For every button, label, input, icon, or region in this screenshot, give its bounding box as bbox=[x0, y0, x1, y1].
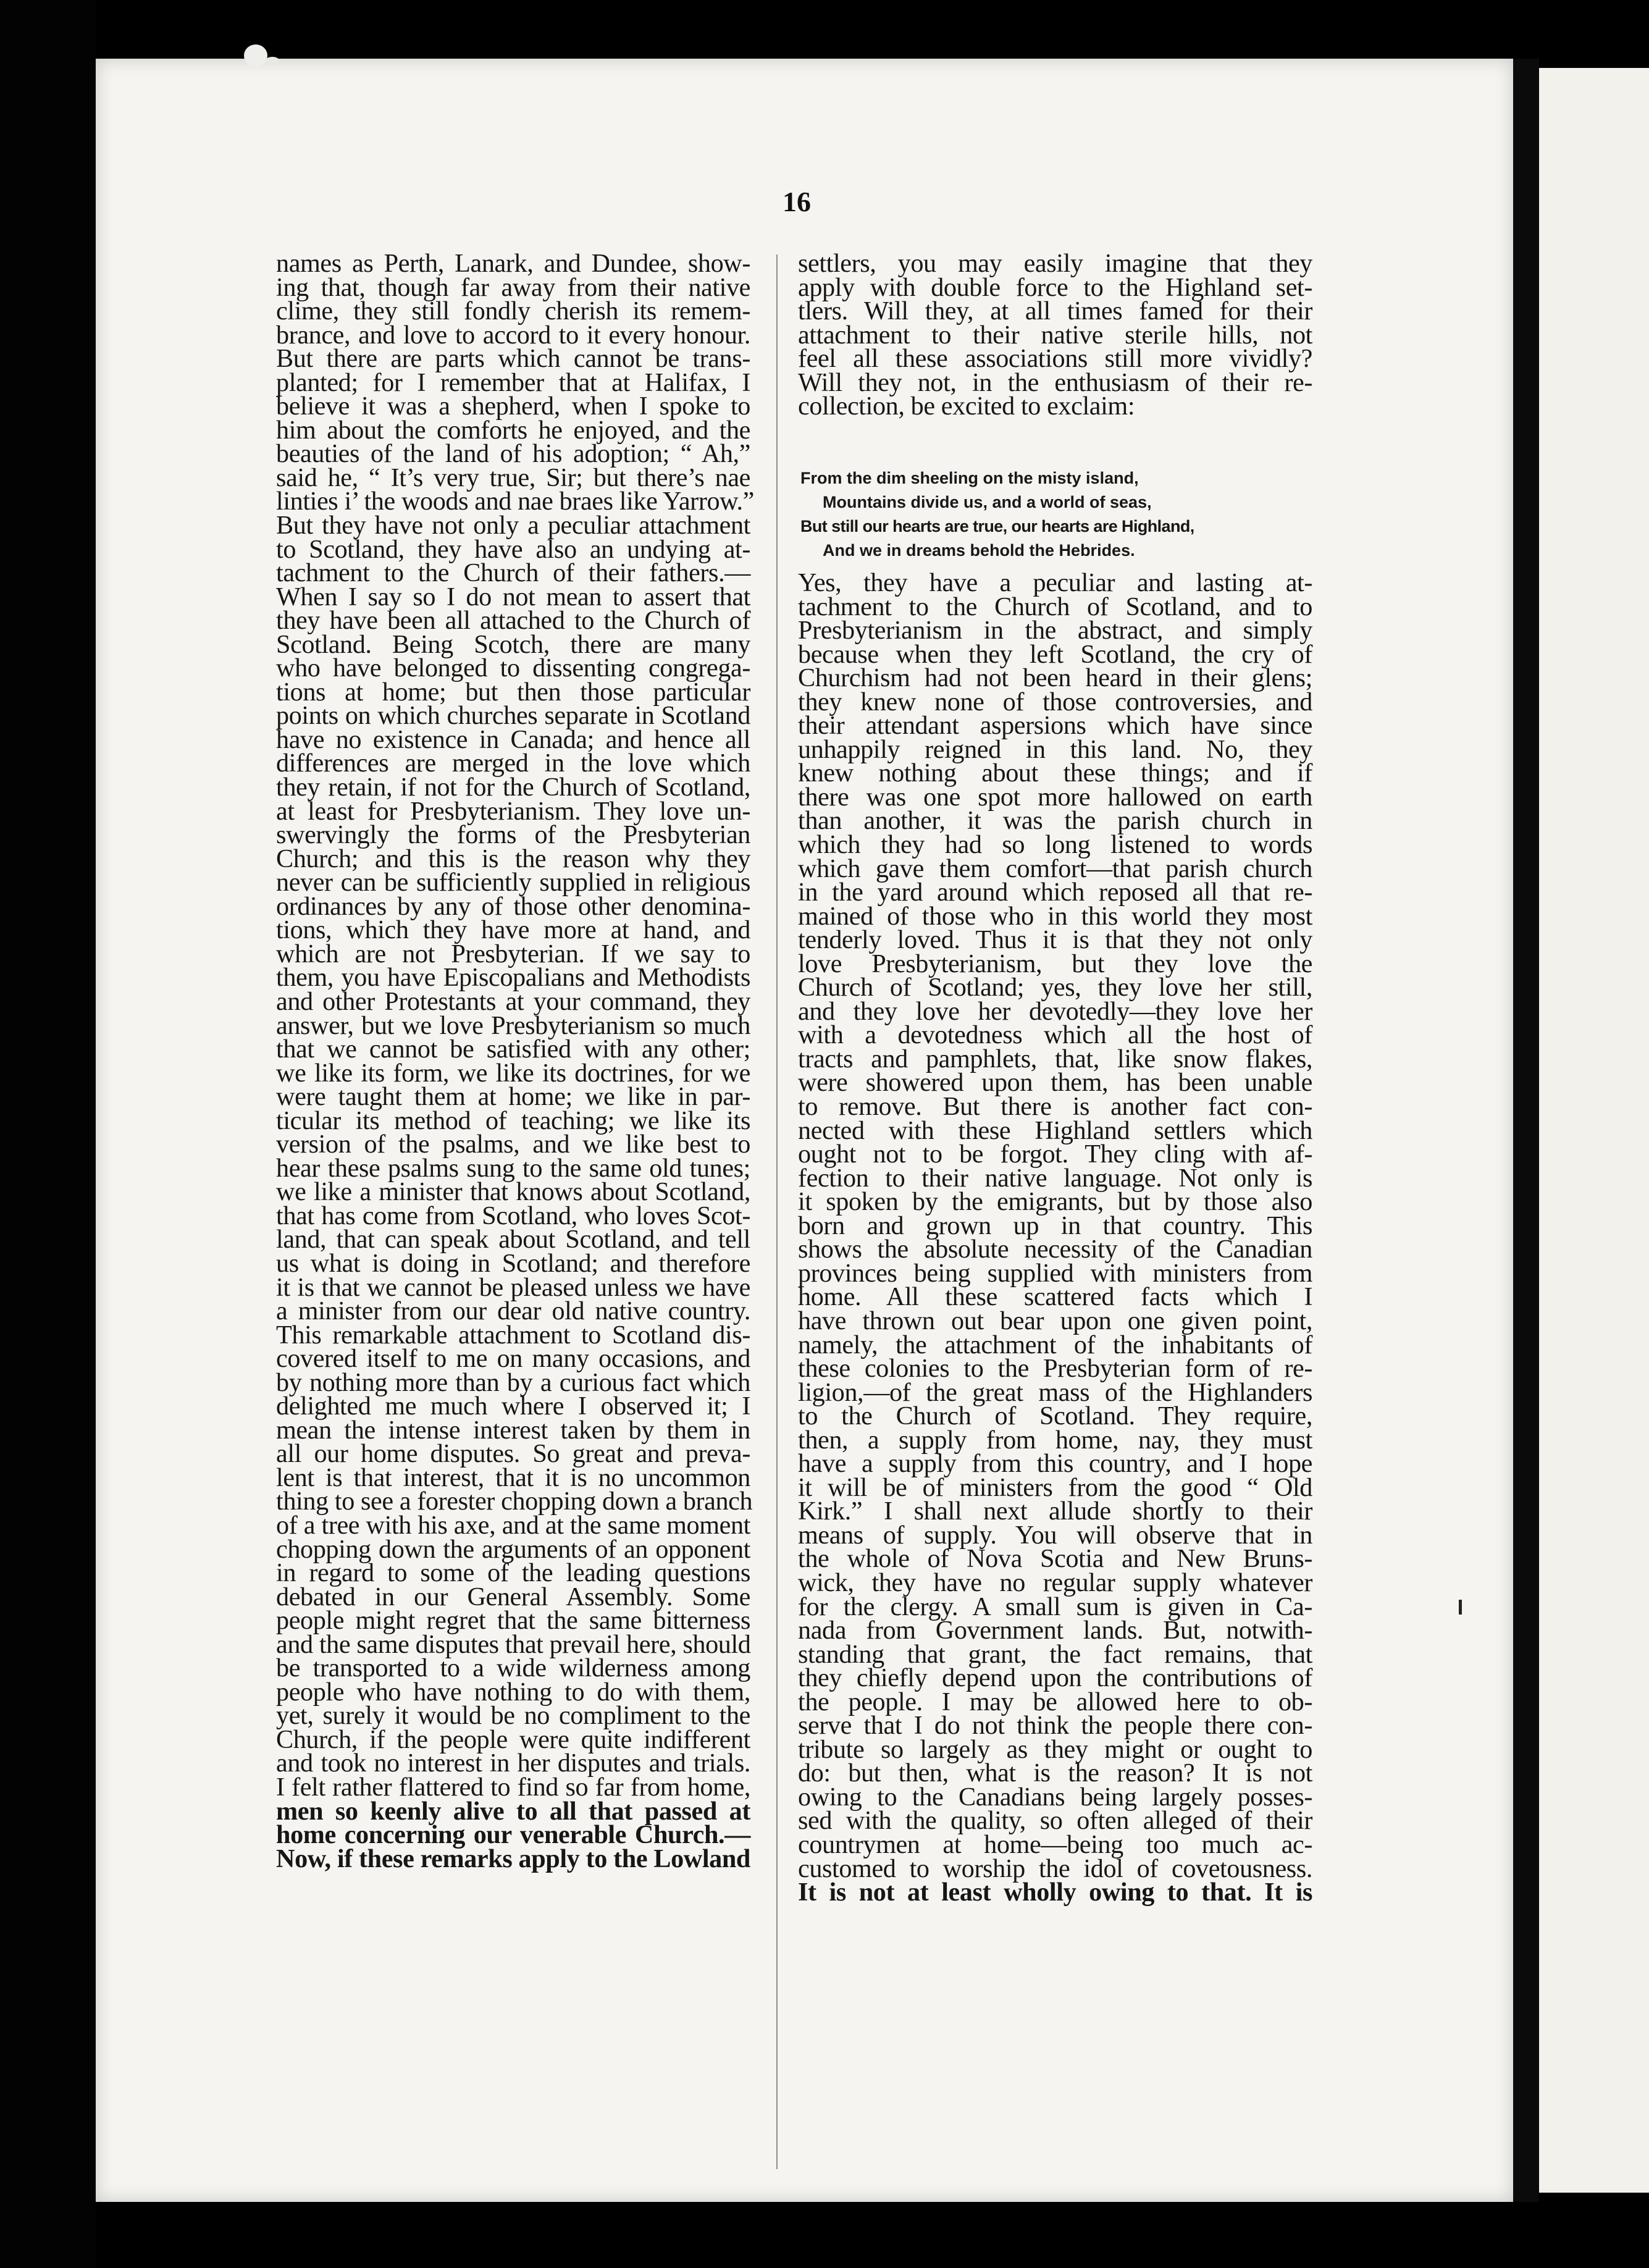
verse-line: Mountains divide us, and a world of seas, bbox=[823, 493, 1152, 511]
text-line: provinces being supplied with ministers from bbox=[798, 1258, 1312, 1288]
text-line: Church, if the people were quite indifferent bbox=[276, 1724, 750, 1754]
text-line: means of supply. You will observe that in bbox=[798, 1520, 1312, 1550]
text-line: of a tree with his axe, and at the same moment bbox=[276, 1510, 750, 1540]
text-line: attachment to their native sterile hills, not bbox=[798, 320, 1312, 350]
text-line: countrymen at home—being too much ac- bbox=[798, 1829, 1312, 1859]
text-line: feel all these associations still more vividly? bbox=[798, 344, 1312, 374]
text-line: the people. I may be allowed here to ob- bbox=[798, 1687, 1312, 1716]
text-line: hear these psalms sung to the same old tunes; bbox=[276, 1153, 750, 1183]
text-line: settlers, you may easily imagine that they bbox=[798, 249, 1312, 278]
text-line: who have belonged to dissenting congrega- bbox=[276, 653, 750, 683]
text-line: to Scotland, they have also an undying at- bbox=[276, 534, 750, 564]
text-line: with a devotedness which all the host of bbox=[798, 1020, 1312, 1050]
column-divider bbox=[776, 254, 778, 2169]
scan-background bbox=[0, 0, 96, 2268]
text-line: the whole of Nova Scotia and New Bruns- bbox=[798, 1544, 1312, 1574]
text-line: have thrown out bear upon one given point, bbox=[798, 1306, 1312, 1335]
text-line: home concerning our venerable Church.— bbox=[276, 1820, 750, 1850]
text-line: customed to worship the idol of covetousness. bbox=[798, 1854, 1312, 1883]
text-line: it will be of ministers from the good “ Old bbox=[798, 1472, 1312, 1502]
text-line: swervingly the forms of the Presbyterian bbox=[276, 820, 750, 850]
text-line: nada from Government lands. But, notwith- bbox=[798, 1616, 1312, 1645]
verse-line: And we in dreams behold the Hebrides. bbox=[823, 541, 1135, 560]
text-line: tracts and pamphlets, that, like snow flakes, bbox=[798, 1044, 1312, 1073]
text-line: a minister from our dear old native country. bbox=[276, 1296, 750, 1326]
text-line: points on which churches separate in Scotland bbox=[276, 701, 750, 731]
text-line: have no existence in Canada; and hence all bbox=[276, 724, 750, 754]
text-line: then, a supply from home, nay, they must bbox=[798, 1425, 1312, 1455]
text-line: mean the intense interest taken by them in bbox=[276, 1415, 750, 1445]
text-line: never can be sufficiently supplied in religious bbox=[276, 868, 750, 897]
text-line: tions at home; but then those particular bbox=[276, 677, 750, 707]
quoted-verse bbox=[800, 466, 1313, 563]
page-number: 16 bbox=[783, 186, 811, 217]
verse-line: From the dim sheeling on the misty island, bbox=[800, 469, 1139, 487]
text-line: beauties of the land of his adoption; “ Ah,” bbox=[276, 439, 750, 469]
text-line: all our home disputes. So great and preva- bbox=[276, 1439, 750, 1469]
text-line: answer, but we love Presbyterianism so much bbox=[276, 1010, 750, 1040]
text-line: When I say so I do not mean to assert that bbox=[276, 582, 750, 611]
text-line: men so keenly alive to all that passed at bbox=[276, 1796, 750, 1826]
text-line: clime, they still fondly cherish its remem- bbox=[276, 296, 750, 326]
text-line: people who have nothing to do with them, bbox=[276, 1677, 750, 1707]
text-line: and the same disputes that prevail here, should bbox=[276, 1629, 751, 1659]
text-line: standing that grant, the fact remains, that bbox=[798, 1639, 1312, 1669]
text-line: delighted me much where I observed it; I bbox=[276, 1392, 750, 1421]
text-line: that has come from Scotland, who loves Scot- bbox=[276, 1201, 750, 1230]
text-line: brance, and love to accord to it every honour. bbox=[276, 320, 750, 350]
ink-speck bbox=[1459, 1600, 1462, 1615]
text-line: Yes, they have a peculiar and lasting at- bbox=[798, 568, 1312, 597]
text-line: home. All these scattered facts which I bbox=[798, 1282, 1312, 1312]
text-line: that we cannot be satisfied with any other; bbox=[276, 1035, 750, 1064]
text-line: do: but then, what is the reason? It is not bbox=[798, 1758, 1312, 1788]
text-line: born and grown up in that country. This bbox=[798, 1211, 1312, 1240]
page-gutter-shadow bbox=[1513, 59, 1539, 2202]
text-line: which are not Presbyterian. If we say to bbox=[276, 939, 750, 968]
text-line: they knew none of those controversies, and bbox=[798, 687, 1312, 716]
text-line: at least for Presbyterianism. They love un- bbox=[276, 796, 750, 826]
text-line: names as Perth, Lanark, and Dundee, show- bbox=[276, 249, 750, 278]
text-line: which gave them comfort—that parish church bbox=[798, 854, 1312, 883]
text-line: I felt rather flattered to find so far from home, bbox=[276, 1773, 750, 1802]
text-line: lent is that interest, that it is no uncommon bbox=[276, 1463, 750, 1492]
text-line: than another, it was the parish church in bbox=[798, 806, 1312, 836]
text-line: it is that we cannot be pleased unless we have bbox=[276, 1272, 750, 1302]
text-line: were showered upon them, has been unable bbox=[798, 1068, 1312, 1098]
text-line: It is not at least wholly owing to that. It is bbox=[798, 1878, 1312, 1907]
text-line: and they love her devotedly—they love her bbox=[798, 996, 1312, 1026]
text-line: tenderly loved. Thus it is that they not only bbox=[798, 925, 1312, 955]
text-line: Scotland. Being Scotch, there are many bbox=[276, 629, 750, 659]
text-line: But they have not only a peculiar attachment bbox=[276, 511, 750, 540]
text-line: be transported to a wide wilderness among bbox=[276, 1653, 750, 1683]
text-line: chopping down the arguments of an opponent bbox=[276, 1534, 750, 1564]
text-line: ordinances by any of those other denomina- bbox=[276, 891, 750, 921]
text-line: namely, the attachment of the inhabitants of bbox=[798, 1330, 1312, 1359]
text-line: Presbyterianism in the abstract, and simply bbox=[798, 616, 1312, 645]
text-line: believe it was a shepherd, when I spoke to bbox=[276, 392, 750, 421]
text-line: version of the psalms, and we like best to bbox=[276, 1130, 750, 1159]
paper-damage-mark bbox=[244, 44, 267, 67]
text-line: because when they left Scotland, the cry of bbox=[798, 639, 1312, 669]
text-line: Will they not, in the enthusiasm of their re- bbox=[798, 368, 1312, 397]
text-line: Churchism had not been heard in their glens; bbox=[798, 663, 1312, 693]
text-line: tions, which they have more at hand, and bbox=[276, 915, 750, 945]
text-line: unhappily reigned in this land. No, they bbox=[798, 734, 1312, 764]
text-line: these colonies to the Presbyterian form of re- bbox=[798, 1354, 1312, 1384]
text-line: yet, surely it would be no compliment to the bbox=[276, 1701, 750, 1731]
text-line: ticular its method of teaching; we like its bbox=[276, 1106, 750, 1135]
text-line: we like its form, we like its doctrines, for we bbox=[276, 1058, 750, 1088]
right-text-column-top bbox=[798, 249, 1312, 421]
text-line: us what is doing in Scotland; and therefore bbox=[276, 1248, 750, 1278]
text-line: we like a minister that knows about Scotland, bbox=[276, 1177, 750, 1207]
text-line: they retain, if not for the Church of Scotland, bbox=[276, 773, 750, 802]
text-line: nected with these Highland settlers which bbox=[798, 1115, 1312, 1145]
text-line: ing that, though far away from their native bbox=[276, 272, 750, 302]
text-line: in regard to some of the leading questions bbox=[276, 1558, 750, 1588]
text-line: mained of those who in this world they most bbox=[798, 901, 1312, 931]
text-line: Church; and this is the reason why they bbox=[276, 844, 750, 873]
text-line: linties i’ the woods and nae braes like Yarrow.” bbox=[276, 487, 754, 516]
text-line: tachment to the Church of their fathers.— bbox=[276, 558, 750, 588]
text-line: This remarkable attachment to Scotland dis- bbox=[276, 1320, 750, 1350]
text-line: them, you have Episcopalians and Methodists bbox=[276, 963, 750, 993]
text-line: they chiefly depend upon the contributions of bbox=[798, 1663, 1312, 1693]
text-line: sed with the quality, so often alleged of their bbox=[798, 1806, 1312, 1836]
verse-line: But still our hearts are true, our hearts are Highland, bbox=[800, 517, 1194, 536]
text-line: for the clergy. A small sum is given in Ca- bbox=[798, 1592, 1312, 1621]
text-line: by nothing more than by a curious fact which bbox=[276, 1367, 750, 1397]
text-line: said he, “ It’s very true, Sir; but there’s nae bbox=[276, 463, 750, 492]
text-line: owing to the Canadians being largely posses- bbox=[798, 1782, 1312, 1812]
text-line: tlers. Will they, at all times famed for their bbox=[798, 296, 1312, 326]
text-line: knew nothing about these things; and if bbox=[798, 758, 1312, 788]
text-line: there was one spot more hallowed on earth bbox=[798, 782, 1312, 812]
text-line: debated in our General Assembly. Some bbox=[276, 1582, 750, 1611]
text-line: him about the comforts he enjoyed, and the bbox=[276, 415, 750, 445]
right-text-column-bottom bbox=[798, 568, 1312, 1907]
text-line: Kirk.” I shall next allude shortly to their bbox=[798, 1497, 1312, 1526]
text-line: it spoken by the emigrants, but by those also bbox=[798, 1187, 1312, 1217]
text-line: shows the absolute necessity of the Canadian bbox=[798, 1235, 1312, 1264]
text-line: serve that I do not think the people there con- bbox=[798, 1711, 1312, 1741]
text-line: their attendant aspersions which have since bbox=[798, 711, 1312, 741]
text-line: fection to their native language. Not only is bbox=[798, 1163, 1312, 1193]
text-line: collection, be excited to exclaim: bbox=[798, 392, 1135, 421]
paper-damage-mark bbox=[266, 57, 279, 64]
text-line: wick, they have no regular supply whatever bbox=[798, 1568, 1312, 1597]
text-line: covered itself to me on many occasions, and bbox=[276, 1344, 750, 1374]
text-line: in the yard around which reposed all that re- bbox=[798, 878, 1312, 907]
text-line: planted; for I remember that at Halifax, I bbox=[276, 368, 750, 397]
left-text-column bbox=[276, 249, 754, 1873]
text-line: which they had so long listened to words bbox=[798, 830, 1312, 860]
text-line: Now, if these remarks apply to the Lowland bbox=[276, 1844, 750, 1873]
text-line: tachment to the Church of Scotland, and to bbox=[798, 592, 1312, 621]
text-line: land, that can speak about Scotland, and tell bbox=[276, 1225, 750, 1254]
text-line: and took no interest in her disputes and trials. bbox=[276, 1749, 750, 1778]
text-line: ought not to be forgot. They cling with af- bbox=[798, 1140, 1312, 1169]
text-line: have a supply from this country, and I hope bbox=[798, 1449, 1312, 1479]
text-line: thing to see a forester chopping down a branch bbox=[276, 1487, 753, 1516]
text-line: ligion,—of the great mass of the Highlanders bbox=[798, 1377, 1312, 1407]
text-line: to remove. But there is another fact con- bbox=[798, 1092, 1312, 1122]
text-line: they have been all attached to the Church of bbox=[276, 606, 750, 636]
text-line: But there are parts which cannot be trans- bbox=[276, 344, 750, 374]
adjacent-page-edge bbox=[1539, 68, 1649, 2193]
text-line: to the Church of Scotland. They require, bbox=[798, 1401, 1312, 1431]
text-line: apply with double force to the Highland set- bbox=[798, 272, 1312, 302]
text-line: tribute so largely as they might or ought to bbox=[798, 1734, 1312, 1764]
text-line: Church of Scotland; yes, they love her still, bbox=[798, 973, 1312, 1002]
text-line: were taught them at home; we like in par- bbox=[276, 1082, 750, 1112]
text-line: differences are merged in the love which bbox=[276, 749, 750, 778]
text-line: people might regret that the same bitterness bbox=[276, 1606, 750, 1636]
text-line: love Presbyterianism, but they love the bbox=[798, 949, 1312, 978]
text-line: and other Protestants at your command, they bbox=[276, 986, 750, 1016]
